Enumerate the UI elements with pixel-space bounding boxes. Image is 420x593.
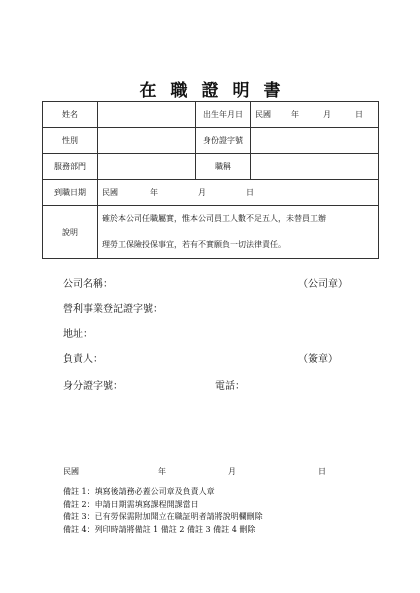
id-label: 身份證字號 — [196, 128, 251, 154]
note-item: 備註 1：填寫後請務必蓋公司章及負責人章 — [63, 487, 215, 496]
start-year-unit: 年 — [150, 188, 158, 197]
date-month-unit: 月 — [228, 467, 236, 476]
employee-info-table — [42, 101, 379, 259]
start-era: 民國 — [102, 188, 118, 197]
birth-day-unit: 日 — [355, 110, 363, 119]
registration-number-field[interactable]: 營利事業登記證字號： — [63, 304, 163, 315]
table-row — [43, 128, 379, 154]
id-field[interactable] — [251, 128, 379, 154]
note-item: 備註 3：已有勞保需附加聞立在職証明者請將說明欄刪除 — [63, 512, 263, 521]
page-title: 在職證明書 — [139, 81, 295, 101]
birth-label: 出生年月日 — [196, 102, 251, 128]
start-date-label: 到職日期 — [43, 180, 98, 206]
note-item: 備註 2：申請日期需填寫課程開課當日 — [63, 499, 199, 509]
birth-date-field[interactable] — [251, 102, 379, 128]
date-year-unit: 年 — [158, 467, 166, 476]
birth-era: 民國 — [255, 110, 271, 119]
table-row — [43, 102, 379, 128]
owner-field[interactable]: 負責人： — [63, 354, 103, 365]
name-label: 姓名 — [43, 102, 98, 128]
gender-label: 性別 — [43, 128, 98, 154]
position-label: 職稱 — [196, 154, 251, 180]
date-era: 民國 — [63, 467, 79, 476]
desc-line-1: 確於本公司任職屬實，惟本公司員工人數不足五人，未替員工辦 — [102, 214, 326, 223]
table-row — [43, 154, 379, 180]
gender-field[interactable] — [98, 128, 196, 154]
table-row — [43, 206, 379, 259]
desc-line-2: 理勞工保險投保事宜，若有不實願負一切法律責任。 — [102, 240, 286, 249]
description-text — [98, 206, 379, 259]
desc-label: 說明 — [43, 206, 98, 259]
date-day-unit: 日 — [318, 467, 326, 476]
start-month-unit: 月 — [198, 188, 206, 197]
dept-field[interactable] — [98, 154, 196, 180]
birth-year-unit: 年 — [291, 110, 299, 119]
notes-list — [63, 486, 263, 536]
birth-month-unit: 月 — [323, 110, 331, 119]
company-name-field[interactable]: 公司名稱： — [63, 279, 113, 290]
dept-label: 服務部門 — [43, 154, 98, 180]
start-day-unit: 日 — [246, 188, 254, 197]
position-field[interactable] — [251, 154, 379, 180]
table-row — [43, 180, 379, 206]
company-seal-label: （公司章） — [298, 279, 348, 290]
name-field[interactable] — [98, 102, 196, 128]
owner-seal-label: （簽章） — [298, 354, 338, 365]
phone-field[interactable]: 電話： — [215, 381, 245, 392]
start-date-field[interactable] — [98, 180, 379, 206]
address-field[interactable]: 地址： — [63, 329, 93, 340]
note-item: 備註 4：列印時請將備註 1 備註 2 備註 3 備註 4 刪除 — [63, 524, 256, 534]
owner-id-field[interactable]: 身分證字號： — [63, 381, 123, 392]
